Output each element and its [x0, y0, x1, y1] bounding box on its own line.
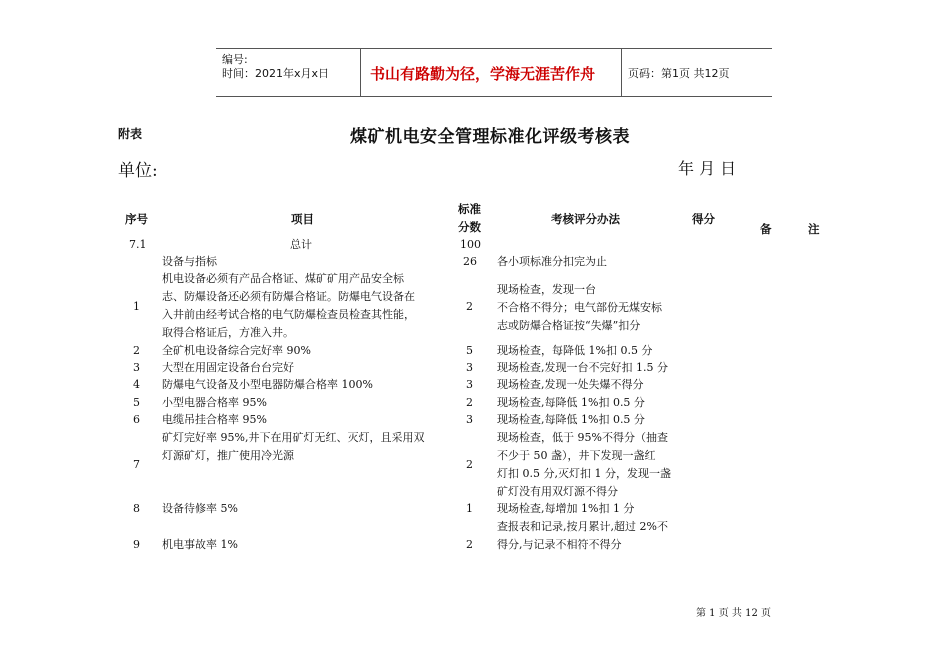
col-seq: 序号 [125, 212, 148, 226]
row-item: 设备与指标 [162, 255, 217, 268]
col-remark-1: 备 [760, 222, 772, 236]
row-method: 矿灯没有用双灯源不得分 [497, 485, 618, 498]
row-method: 不少于 50 盏），井下发现一盏红 [497, 449, 656, 462]
header-divider-2 [621, 48, 622, 96]
row-seq: 8 [133, 502, 140, 515]
row-method: 灯扣 0.5 分,灭灯扣 1 分，发现一盏 [497, 467, 671, 480]
row-item: 设备待修率 5% [162, 502, 238, 515]
unit-label: 单位: [118, 161, 158, 181]
row-method: 志或防爆合格证按“失爆”扣分 [497, 319, 641, 332]
row-score: 2 [466, 458, 473, 471]
row-item: 入井前由经考试合格的电气防爆检查员检查其性能， [162, 308, 415, 321]
row-seq: 7.1 [129, 238, 147, 251]
row-score: 3 [466, 361, 473, 374]
page-footer: 第 1 页 共 12 页 [696, 608, 771, 619]
motto: 书山有路勤为径，学海无涯苦作舟 [370, 65, 596, 83]
row-score: 100 [460, 238, 481, 251]
row-method: 不合格不得分；电气部份无煤安标 [497, 301, 662, 314]
row-item: 灯源矿灯，推广使用冷光源 [162, 449, 294, 462]
row-method: 现场检查,每降低 1%扣 0.5 分 [497, 413, 645, 426]
row-item: 总计 [290, 238, 312, 251]
col-remark-2: 注 [808, 222, 820, 236]
row-method: 现场检查，发现一台 [497, 283, 596, 296]
row-item: 防爆电气设备及小型电器防爆合格率 100% [162, 378, 373, 391]
col-got: 得分 [692, 212, 715, 226]
row-seq: 4 [133, 378, 140, 391]
row-item: 矿灯完好率 95%,井下在用矿灯无红、灭灯，且采用双 [162, 431, 425, 444]
row-item: 小型电器合格率 95% [162, 396, 267, 409]
row-score: 2 [466, 396, 473, 409]
appendix-label: 附表 [118, 127, 143, 141]
row-item: 志、防爆设备还必须有防爆合格证。防爆电气设备在 [162, 290, 415, 303]
row-score: 26 [463, 255, 477, 268]
row-method: 现场检查,每降低 1%扣 0.5 分 [497, 396, 645, 409]
header-bottom-rule [216, 96, 772, 97]
row-item: 取得合格证后，方准入井。 [162, 326, 294, 339]
row-seq: 2 [133, 344, 140, 357]
row-item: 大型在用固定设备台台完好 [162, 361, 294, 374]
row-seq: 9 [133, 538, 140, 551]
row-item: 机电设备必须有产品合格证、煤矿矿用产品安全标 [162, 272, 404, 285]
row-seq: 7 [133, 458, 140, 471]
row-item: 全矿机电设备综合完好率 90% [162, 344, 311, 357]
row-method: 得分,与记录不相符不得分 [497, 538, 622, 551]
header-divider-1 [360, 48, 361, 96]
col-method: 考核评分办法 [551, 212, 620, 226]
col-item: 项目 [291, 212, 314, 226]
time-label: 时间：2021年x月x日 [222, 67, 330, 80]
row-score: 3 [466, 378, 473, 391]
row-seq: 1 [133, 300, 140, 313]
row-method: 现场检查,每增加 1%扣 1 分 [497, 502, 635, 515]
header-top-rule [216, 48, 772, 49]
row-item: 电缆吊挂合格率 95% [162, 413, 267, 426]
row-seq: 3 [133, 361, 140, 374]
row-score: 1 [466, 502, 473, 515]
row-score: 2 [466, 538, 473, 551]
row-method: 现场检查,发现一台不完好扣 1.5 分 [497, 361, 668, 374]
doc-number-label: 编号: [222, 53, 248, 66]
page-code: 页码：第1页 共12页 [628, 67, 730, 80]
col-score-top: 标准 [458, 202, 481, 216]
row-seq: 6 [133, 413, 140, 426]
row-method: 现场检查，每降低 1%扣 0.5 分 [497, 344, 653, 357]
date-label: 年 月 日 [678, 159, 737, 178]
row-score: 3 [466, 413, 473, 426]
row-item: 机电事故率 1% [162, 538, 238, 551]
col-score-bottom: 分数 [458, 220, 481, 234]
row-seq: 5 [133, 396, 140, 409]
row-score: 5 [466, 344, 473, 357]
row-method: 现场检查,发现一处失爆不得分 [497, 378, 644, 391]
row-method: 现场检查，低于 95%不得分（抽查 [497, 431, 668, 444]
page-title: 煤矿机电安全管理标准化评级考核表 [350, 127, 630, 147]
row-method: 查报表和记录,按月累计,超过 2%不 [497, 520, 668, 533]
row-method: 各小项标准分扣完为止 [497, 255, 607, 268]
row-score: 2 [466, 300, 473, 313]
